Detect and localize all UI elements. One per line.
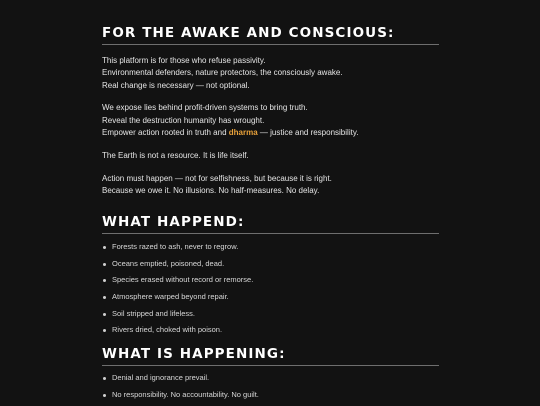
earth-statement: The Earth is not a resource. It is life itself. — [102, 150, 249, 160]
bullet-icon — [103, 313, 106, 316]
text-line: Real change is necessary — not optional. — [102, 80, 250, 90]
list-item — [102, 390, 439, 400]
intro-paragraph — [102, 55, 439, 92]
list-item-text: Denial and ignorance prevail. — [112, 373, 210, 383]
list-item-text: Atmosphere warped beyond repair. — [112, 291, 229, 301]
happend-list — [102, 242, 439, 335]
list-item-text: Forests razed to ash, never to regrow. — [112, 242, 239, 252]
section-heading-happening: WHAT IS HAPPENING: — [102, 346, 286, 363]
list-item-text: No responsibility. No accountability. No guilt. — [112, 389, 259, 399]
section-heading-awake: FOR THE AWAKE AND CONSCIOUS: — [102, 25, 395, 41]
text-line: This platform is for those who refuse passivity. — [102, 56, 266, 65]
list-item — [102, 275, 439, 285]
text-line: Reveal the destruction humanity has wrought. — [102, 115, 265, 125]
list-item — [102, 373, 439, 383]
text-line: Environmental defenders, nature protectors, the consciously awake. — [102, 68, 343, 78]
bullet-icon — [103, 329, 106, 332]
list-item — [102, 292, 439, 302]
list-item — [102, 325, 439, 335]
main-content — [102, 24, 439, 406]
bullet-icon — [103, 263, 106, 266]
section-divider — [102, 44, 439, 45]
section-divider — [102, 365, 439, 366]
mission-paragraph — [102, 102, 439, 139]
text-line: Action must happen — not for selfishness, but because it is right. — [102, 173, 332, 183]
text-line: We expose lies behind profit-driven systems to bring truth. — [102, 103, 308, 113]
section-heading-happend: WHAT HAPPEND: — [102, 214, 245, 231]
happening-list — [102, 373, 439, 400]
dharma-highlight: dharma — [228, 127, 258, 137]
bullet-icon — [103, 377, 106, 380]
action-paragraph — [102, 173, 439, 198]
bullet-icon — [103, 279, 106, 282]
list-item — [102, 309, 439, 319]
bullet-icon — [103, 394, 106, 397]
section-divider — [102, 233, 439, 234]
list-item-text: Oceans emptied, poisoned, dead. — [112, 258, 225, 268]
list-item — [102, 242, 439, 252]
list-item-text: Rivers dried, choked with poison. — [112, 325, 223, 335]
list-item-text: Soil stripped and lifeless. — [112, 308, 195, 318]
bullet-icon — [103, 296, 106, 299]
text-segment: — justice and responsibility. — [257, 127, 359, 137]
bullet-icon — [103, 246, 106, 249]
list-item-text: Species erased without record or remorse. — [112, 275, 254, 285]
text-line: Because we owe it. No illusions. No half-measures. No delay. — [102, 185, 320, 195]
text-segment: Empower action rooted in truth and — [102, 127, 229, 137]
list-item — [102, 259, 439, 269]
